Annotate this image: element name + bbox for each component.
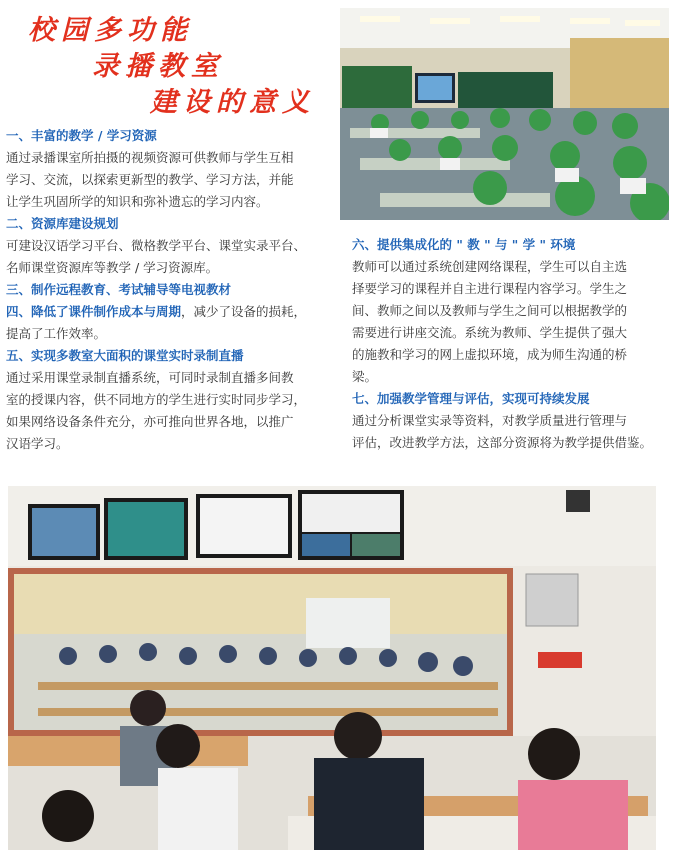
section-1-heading: 一、丰富的教学 / 学习资源: [6, 128, 157, 143]
observation-room-photo: [8, 486, 656, 850]
title-line-3: 建设的意义: [150, 87, 315, 118]
section-6-heading: 六、提供集成化的 " 教 " 与 " 学 " 环境: [352, 237, 576, 252]
section-6-text: 教师可以通过系统创建网络课程，学生可以自主选: [352, 259, 628, 274]
section-6-text: 需要进行讲座交流。系统为教师、学生提供了强大: [352, 325, 628, 340]
classroom-photo: [340, 8, 669, 220]
section-1-text: 让学生巩固所学的知识和弥补遗忘的学习内容。: [6, 194, 269, 209]
section-2-heading: 二、资源库建设规划: [6, 216, 119, 231]
section-7-text: 通过分析课堂实录等资料，对教学质量进行管理与: [352, 413, 628, 428]
section-3-heading: 三、制作远程教育、考试辅导等电视教材: [6, 282, 232, 297]
section-1-text: 通过录播课室所拍摄的视频资源可供教师与学生互相: [6, 150, 294, 165]
section-5-text: 通过采用课堂录制直播系统，可同时录制直播多间教: [6, 370, 294, 385]
section-4-line: [6, 301, 336, 323]
title-line-2: 录播教室: [92, 51, 224, 82]
section-4-text: 提高了工作效率。: [6, 326, 107, 341]
section-4-text: ，减少了设备的损耗，: [181, 304, 307, 319]
section-6-text: 择要学习的课程并自主进行课程内容学习。学生之: [352, 281, 628, 296]
section-1-text: 学习、交流，以探索更新型的教学、学习方法，并能: [6, 172, 294, 187]
section-5-heading: 五、实现多教室大面积的课堂实时录制直播: [6, 348, 244, 363]
section-6-text: 的施教和学习的网上虚拟环境，成为师生沟通的桥: [352, 347, 628, 362]
section-5-text: 室的授课内容，供不同地方的学生进行实时同步学习，: [6, 392, 307, 407]
section-5-text: 汉语学习。: [6, 436, 69, 451]
section-6-text: 间、教师之间以及教师与学生之间可以根据教学的: [352, 303, 628, 318]
section-2-text: 名师课堂资源库等教学 / 学习资源库。: [6, 260, 219, 275]
section-2-text: 可建设汉语学习平台、微格教学平台、课堂实录平台、: [6, 238, 307, 253]
section-4-heading: 四、降低了课件制作成本与周期: [6, 304, 182, 319]
section-7-heading: 七、加强教学管理与评估，实现可持续发展: [352, 391, 590, 406]
section-7-text: 评估，改进教学方法，这部分资源将为教学提供借鉴。: [352, 435, 653, 450]
section-5-text: 如果网络设备条件充分，亦可推向世界各地，以推广: [6, 414, 294, 429]
title-line-1: 校园多功能: [28, 15, 193, 46]
section-6-text: 梁。: [352, 369, 378, 384]
